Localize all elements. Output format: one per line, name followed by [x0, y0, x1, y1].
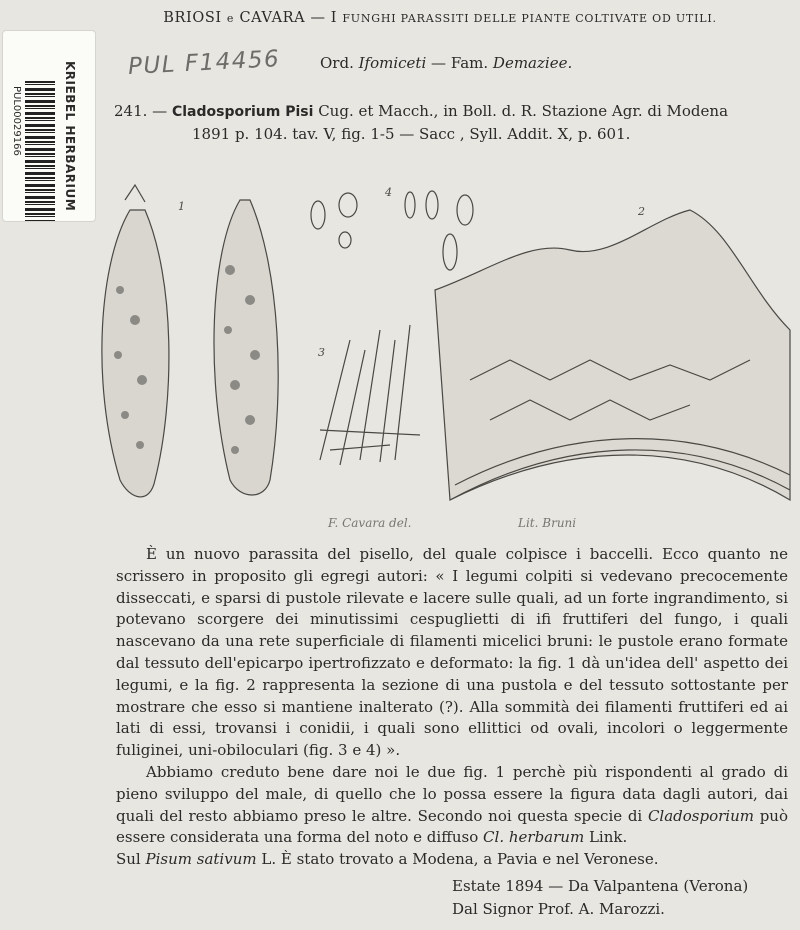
handwritten-accession-code: PUL F14456: [127, 46, 281, 80]
credit-artist: F. Cavara del.: [328, 516, 412, 530]
genus-name: Cladosporium: [647, 806, 754, 825]
paragraph-3: [116, 849, 788, 871]
taxonomy-line: [320, 54, 572, 72]
fam-name: Demaziee.: [492, 54, 573, 72]
paragraph-1: È un nuovo parassita del pisello, del quale colpisce i baccelli. Ecco quanto ne scrissero in proposito gli egregi autori: « I legumi colpiti si vedevano precocemente disseccati, e sparsi di pustole rilevate e lacere sulle quali, ad un forte ingrandimento, si potevano scorgere dei minutissimi cespuglietti di ifi fruttiferi del fungo, i quali nascevano da una rete superficiale di filamenti micelici bruni: le pustole erano formate dal tessuto dell'epicarpo ipertrofizzato e deformato: la fig. 1 dà un'idea dell' aspetto dei legumi, e la fig. 2 rappresenta la sezione di una pustola e del tessuto sottostante per mostrare che esso si mantiene inalterato (?). Alla sommità dei filamenti fruttiferi ed ai lati di essi, trovansi i conidii, i quali sono ellittici od ovali, incolori o leggermente fuliginei, uni-obiloculari (fig. 3 e 4) ».: [116, 545, 788, 760]
paragraph-2-text-b: può essere considerata una forma del noto e diffuso: [116, 806, 788, 847]
collection-date-place: Estate 1894 — Da Valpantena (Verona): [452, 877, 749, 895]
fig-label-1: 1: [178, 200, 185, 213]
authors: BRIOSI: [163, 10, 222, 26]
credit-lithographer: Lit. Bruni: [518, 516, 577, 530]
herbarium-name: KRIEBEL HERBARIUM: [63, 61, 77, 212]
host-species-name: Pisum sativum: [145, 850, 257, 869]
ord-label: Ord.: [320, 54, 354, 72]
description-text: [116, 544, 788, 871]
fig-label-4: 4: [385, 186, 392, 199]
species-citation: [114, 100, 794, 145]
header-dash: —: [310, 10, 326, 26]
fig-label-2: 2: [638, 205, 645, 218]
series-first-letter: I: [330, 10, 338, 26]
page-header: [120, 10, 760, 26]
citation-line1: Cug. et Macch., in Boll. d. R. Stazione Agr. di Modena: [318, 102, 729, 120]
fam-label: — Fam.: [431, 54, 489, 72]
paragraph-2-text-c: Link.: [588, 828, 628, 847]
paragraph-3-text-b: L. È stato trovato a Modena, a Pavia e nel Veronese.: [261, 850, 659, 869]
collection-signoff: [452, 875, 748, 921]
ord-name: Ifomiceti: [358, 54, 427, 72]
paragraph-3-text-a: Sul: [116, 850, 141, 869]
paragraph-2-text-a: Abbiamo creduto bene dare noi le due fig. 1 perchè più rispondenti al grado di pieno sviluppo del male, di quello che lo possa essere la figura data dagli autori, dai quali del resto abbiamo preso le altre. Secondo noi questa specie di: [116, 762, 788, 825]
barcode-label: [2, 30, 96, 222]
pea-pod-2-illustration: [214, 200, 278, 495]
collector: Dal Signor Prof. A. Marozzi.: [452, 900, 665, 918]
citation-number: 241. —: [114, 102, 168, 120]
authors-second: CAVARA: [239, 10, 306, 26]
series-title: FUNGHI PARASSITI DELLE PIANTE COLTIVATE OD UTILI.: [342, 12, 717, 25]
barcode-icon: [25, 81, 55, 221]
illustration-plate: [90, 180, 800, 540]
authors-conjunction: e: [226, 12, 235, 25]
paragraph-2: [116, 762, 788, 849]
species-name: Cladosporium Pisi: [171, 104, 314, 120]
citation-line2: 1891 p. 104. tav. V, fig. 1-5 — Sacc , Syll. Addit. X, p. 601.: [192, 125, 631, 143]
barcode-number: PUL00029166: [11, 86, 22, 156]
pea-pod-1-illustration: [102, 210, 169, 497]
fig-label-3: 3: [318, 346, 325, 359]
related-species-name: Cl. herbarum: [483, 828, 585, 847]
